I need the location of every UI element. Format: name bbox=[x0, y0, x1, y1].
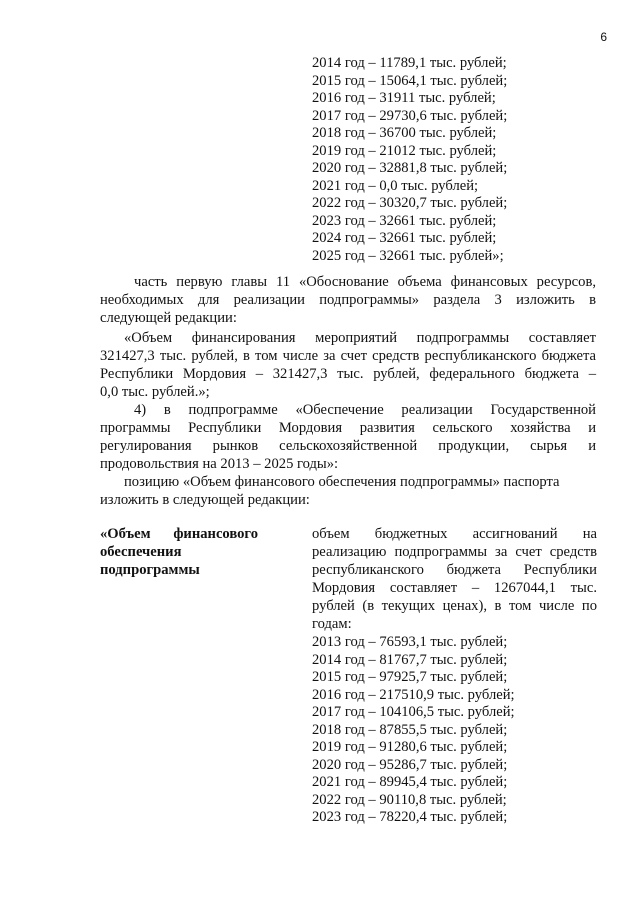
paragraph-line: 321427,3 тыс. рублей, в том числе за счет средств республиканского бюджета bbox=[100, 348, 596, 364]
table-label-line: «Объем финансового bbox=[100, 526, 258, 542]
list-item: 2014 год – 11789,1 тыс. рублей; bbox=[312, 55, 507, 71]
list-item: 2022 год – 90110,8 тыс. рублей; bbox=[312, 791, 507, 808]
list-item: 2018 год – 87855,5 тыс. рублей; bbox=[312, 721, 508, 738]
list-item: 2020 год – 32881,8 тыс. рублей; bbox=[312, 160, 508, 176]
paragraph-line: регулирования рынков сельскохозяйственной продукции, сырья и bbox=[100, 438, 596, 454]
list-item: 2025 год – 32661 тыс. рублей»; bbox=[312, 247, 504, 264]
paragraph-line: программы Республики Мордовия развития сельского хозяйства и bbox=[100, 420, 596, 436]
table-text-line: рублей (в текущих ценах), в том числе по bbox=[312, 598, 597, 614]
table-text-line: объем бюджетных ассигнований на bbox=[312, 526, 597, 542]
list-item: 2019 год – 91280,6 тыс. рублей; bbox=[312, 739, 508, 755]
list-item: 2016 год – 217510,9 тыс. рублей; bbox=[312, 686, 515, 703]
paragraph-line: позицию «Объем финансового обеспечения подпрограммы» паспорта bbox=[124, 474, 560, 490]
table-label-line: подпрограммы bbox=[100, 562, 200, 578]
list-item: 2016 год – 31911 тыс. рублей; bbox=[312, 90, 496, 106]
list-item: 2014 год – 81767,7 тыс. рублей; bbox=[312, 651, 508, 668]
list-item: 2021 год – 89945,4 тыс. рублей; bbox=[312, 774, 508, 790]
table-text-line: Мордовия составляет – 1267044,1 тыс. bbox=[312, 580, 597, 596]
paragraph-line: «Объем финансирования мероприятий подпрограммы составляет bbox=[124, 330, 596, 346]
paragraph-line: Республики Мордовия – 321427,3 тыс. рублей, федерального бюджета – bbox=[100, 366, 596, 382]
table-text-line: годам: bbox=[312, 616, 352, 632]
table-label-line: обеспечения bbox=[100, 544, 182, 560]
page-number: 6 bbox=[600, 30, 607, 44]
list-item: 2015 год – 97925,7 тыс. рублей; bbox=[312, 669, 508, 685]
list-item: 2013 год – 76593,1 тыс. рублей; bbox=[312, 634, 508, 650]
funding-year-list bbox=[312, 55, 507, 265]
paragraph-line: 0,0 тыс. рублей.»; bbox=[100, 384, 210, 400]
paragraph-line: часть первую главы 11 «Обоснование объема финансовых ресурсов, bbox=[134, 274, 596, 290]
list-item: 2024 год – 32661 тыс. рублей; bbox=[312, 230, 497, 246]
paragraph-line: следующей редакции: bbox=[100, 310, 237, 326]
paragraph-line: продовольствия на 2013 – 2025 годы»: bbox=[100, 456, 339, 472]
paragraph-line: 4) в подпрограмме «Обеспечение реализации Государственной bbox=[134, 402, 596, 418]
list-item: 2023 год – 32661 тыс. рублей; bbox=[312, 212, 497, 229]
paragraph-line: необходимых для реализации подпрограммы» раздела 3 изложить в bbox=[100, 292, 596, 308]
list-item: 2018 год – 36700 тыс. рублей; bbox=[312, 125, 497, 141]
list-item: 2017 год – 104106,5 тыс. рублей; bbox=[312, 704, 515, 720]
list-item: 2019 год – 21012 тыс. рублей; bbox=[312, 142, 497, 159]
table-text-line: реализацию подпрограммы за счет средств bbox=[312, 544, 597, 560]
list-item: 2017 год – 29730,6 тыс. рублей; bbox=[312, 107, 508, 124]
list-item: 2015 год – 15064,1 тыс. рублей; bbox=[312, 72, 508, 89]
table-year-list bbox=[312, 634, 515, 827]
list-item: 2020 год – 95286,7 тыс. рублей; bbox=[312, 756, 508, 773]
list-item: 2021 год – 0,0 тыс. рублей; bbox=[312, 177, 479, 194]
paragraph-line: изложить в следующей редакции: bbox=[100, 492, 310, 508]
list-item: 2022 год – 30320,7 тыс. рублей; bbox=[312, 195, 508, 211]
list-item: 2023 год – 78220,4 тыс. рублей; bbox=[312, 809, 508, 825]
table-text-line: республиканского бюджета Республики bbox=[312, 562, 597, 578]
